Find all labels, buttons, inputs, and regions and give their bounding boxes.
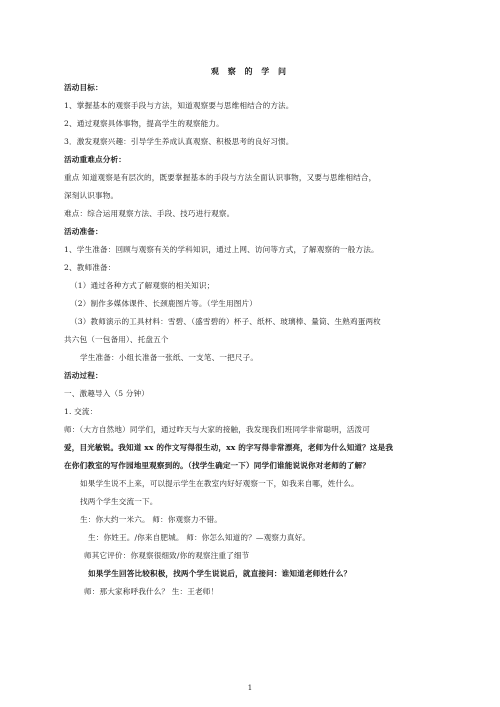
text-line: 深刻认识事物。 xyxy=(64,191,119,200)
text-line: 3．激发观察兴趣：引导学生养成认真观察、积极思考的良好习惯。 xyxy=(64,137,294,146)
heading-activity-goals: 活动目标： xyxy=(64,83,103,92)
text-line: 爱，目光敏锐。我知道 xx 的作文写得很生动，xx 的字写得非常漂亮，老师为什么知道？这是我 xyxy=(64,443,394,452)
text-line: 1. 交流： xyxy=(64,407,98,416)
text-line: 重点 知道观察是有层次的，既要掌握基本的手段与方法全面认识事物，又要与思维相结合， xyxy=(64,173,377,182)
page-title: 观 察 的 学 问 xyxy=(210,66,290,76)
text-line: 如果学生回答比较积极，找两个学生说说后，就直接问：谁知道老师姓什么？ xyxy=(88,569,352,578)
text-line: （3）教师演示的工具材料：雪碧、（盛雪碧的）杯子、纸杯、玻璃棒、量筒、生熟鸡蛋两枚 xyxy=(70,317,381,326)
heading-key-points: 活动重难点分析： xyxy=(64,155,126,164)
text-line: 如果学生说不上来，可以提示学生在教室内好好观察一下，如我来自哪，姓什么。 xyxy=(80,479,359,488)
text-line: （1）通过各种方式了解观察的相关知识； xyxy=(70,281,215,290)
text-line: 难点：综合运用观察方法、手段、技巧进行观察。 xyxy=(64,209,235,218)
text-line: 师：那大家称呼我什么？ 生：王老师！ xyxy=(84,587,219,596)
text-line: 共六包（一包备用）、托盘五个 xyxy=(64,335,169,344)
heading-preparation: 活动准备： xyxy=(64,227,103,236)
text-line: 在你们教室的写作园地里观察到的。（找学生确定一下）同学们谁能说说你对老师的了解？ xyxy=(64,461,370,470)
text-line: 生：你大约一米六。 师：你观察力不错。 xyxy=(80,515,222,524)
text-line: 师其它评价：你观察很细致/你的观察注重了细节 xyxy=(84,551,250,560)
heading-process: 活动过程： xyxy=(64,371,103,380)
text-line: 生：你姓王。/你来自肥城。 师：你怎么知道的？—观察力真好。 xyxy=(88,533,311,542)
text-line: 找两个学生交流一下。 xyxy=(80,497,158,506)
text-line: 1、学生准备：回顾与观察有关的学科知识，通过上网、访问等方式，了解观察的一般方法。 xyxy=(64,245,379,254)
text-line: 2、通过观察具体事物，提高学生的观察能力。 xyxy=(64,119,224,128)
text-line: 1、掌握基本的观察手段与方法，知道观察要与思维相结合的方法。 xyxy=(64,101,294,110)
page-number: 1 xyxy=(247,684,253,692)
text-line: （2）制作多媒体课件、长颈鹿图片等。（学生用图片） xyxy=(70,299,258,308)
text-line: 师：（大方自然地）同学们，通过昨天与大家的接触，我发现我们班同学非常聪明，活泼可 xyxy=(64,425,370,434)
text-line: 一、激趣导入（5 分钟） xyxy=(64,389,149,398)
text-line: 2、教师准备： xyxy=(64,263,116,272)
text-line: 学生准备：小组长准备一张纸、一支笔、一把尺子。 xyxy=(80,353,259,362)
